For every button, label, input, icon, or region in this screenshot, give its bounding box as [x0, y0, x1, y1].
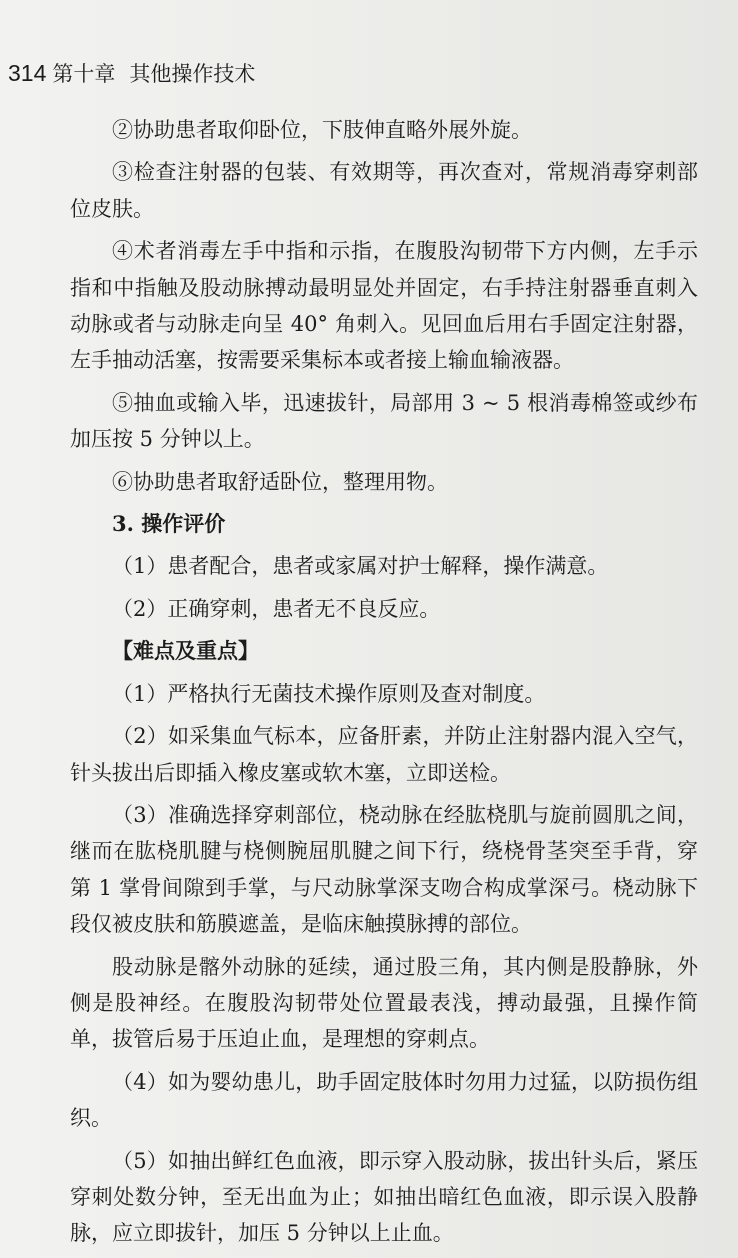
paragraph: ③检查注射器的包装、有效期等，再次查对，常规消毒穿刺部位皮肤。	[70, 160, 698, 221]
chapter-label: 第十章	[52, 62, 116, 86]
paragraph: （2）如采集血气标本，应备肝素，并防止注射器内混入空气，针头拔出后即插入橡皮塞或软木塞，立即送检。	[70, 724, 698, 785]
section-heading: 3. 操作评价	[112, 511, 226, 537]
chapter-title: 其他操作技术	[129, 62, 256, 86]
paragraph: （5）如抽出鲜红色血液，即示穿入股动脉，拔出针头后，紧压穿刺处数分钟，至无出血为止；如抽出暗红色血液，即示误入股静脉，应立即拔针，加压 5 分钟以上止血。	[70, 1148, 698, 1246]
running-header	[8, 58, 255, 88]
paragraph: 股动脉是髂外动脉的延续，通过股三角，其内侧是股静脉，外侧是股神经。在腹股沟韧带处位置最表浅，搏动最强，且操作简单，拔管后易于压迫止血，是理想的穿刺点。	[70, 954, 698, 1052]
page-number: 314	[8, 60, 47, 86]
bracket-heading: 【难点及重点】	[112, 638, 259, 664]
paragraph: （4）如为婴幼患儿，助手固定肢体时勿用力过猛，以防损伤组织。	[70, 1069, 698, 1131]
paragraph: ④术者消毒左手中指和示指，在腹股沟韧带下方内侧，左手示指和中指触及股动脉搏动最明显处并固定，右手持注射器垂直刺入动脉或者与动脉走向呈 40° 角刺入。见回血后用右手固定注射器，左手抽动活塞，按需要采集标本或者接上输血输液器。	[70, 239, 698, 373]
paragraph: （3）准确选择穿刺部位，桡动脉在经肱桡肌与旋前圆肌之间，继而在肱桡肌腱与桡侧腕屈肌腱之间下行，绕桡骨茎突至手背，穿第 1 掌骨间隙到手掌，与尺动脉掌深支吻合构成掌深弓。桡动脉下段仅被皮肤和筋膜遮盖，是临床触摸脉搏的部位。	[70, 802, 698, 937]
paragraph: （1）严格执行无菌技术操作原则及查对制度。	[112, 681, 546, 706]
paragraph: （2）正确穿刺，患者无不良反应。	[112, 596, 441, 621]
paragraph: ⑤抽血或输入毕，迅速拔针，局部用 3 ~ 5 根消毒棉签或纱布加压按 5 分钟以上。	[70, 390, 698, 452]
page-body	[70, 112, 698, 1258]
paragraph: ②协助患者取仰卧位，下肢伸直略外展外旋。	[112, 118, 532, 142]
paragraph: ⑥协助患者取舒适卧位，整理用物。	[112, 469, 448, 494]
paragraph: （1）患者配合，患者或家属对护士解释，操作满意。	[112, 554, 609, 579]
